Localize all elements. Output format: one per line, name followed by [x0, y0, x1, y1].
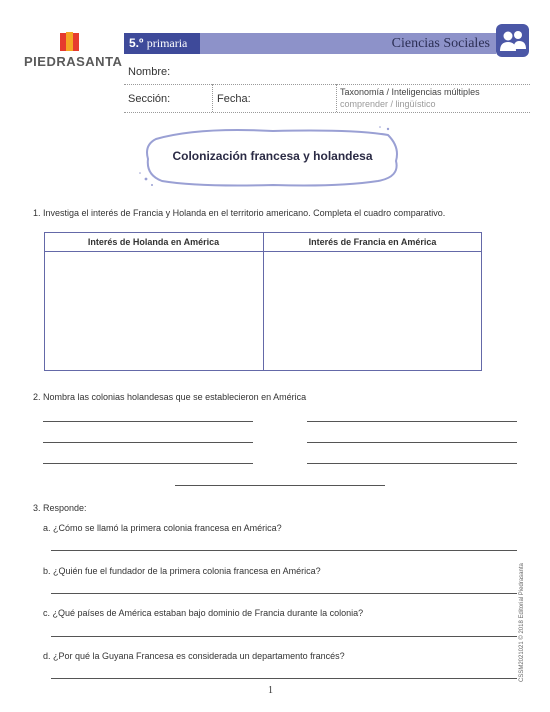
page-number: 1 [268, 685, 273, 696]
divider [212, 84, 213, 112]
table-cell-holland[interactable] [46, 253, 261, 369]
answer-line[interactable] [307, 463, 517, 464]
answer-line-3c[interactable] [51, 636, 517, 637]
section-label: Sección: [128, 93, 171, 105]
name-label: Nombre: [128, 66, 171, 78]
table-column-divider [263, 232, 264, 371]
answer-line-3d[interactable] [51, 678, 517, 679]
table-header-holland: Interés de Holanda en América [87, 237, 220, 247]
brand-name: PIEDRASANTA [24, 54, 123, 69]
date-label: Fecha: [217, 93, 251, 105]
question-1: 1. Investiga el interés de Francia y Holanda en el territorio americano. Completa el cuadro comparativo. [33, 208, 446, 218]
answer-line[interactable] [43, 442, 253, 443]
piedrasanta-logo-icon [59, 31, 81, 53]
grade-number: 5.º [129, 36, 144, 50]
answer-line[interactable] [307, 421, 517, 422]
subject-title: Ciencias Sociales [391, 36, 490, 51]
question-3c: c. ¿Qué países de América estaban bajo dominio de Francia durante la colonia? [43, 608, 364, 618]
divider [336, 84, 337, 112]
answer-line-3a[interactable] [51, 550, 517, 551]
people-icon [496, 24, 529, 57]
form-bottom-line [124, 112, 530, 113]
grade-badge [124, 33, 200, 54]
taxonomy-values: comprender / lingüístico [340, 99, 436, 109]
question-3a: a. ¿Cómo se llamó la primera colonia francesa en América? [43, 523, 282, 533]
name-field[interactable] [124, 84, 530, 85]
answer-line[interactable] [307, 442, 517, 443]
question-2: 2. Nombra las colonias holandesas que se establecieron en América [33, 392, 307, 402]
question-3d: d. ¿Por qué la Guyana Francesa es considerada un departamento francés? [43, 651, 345, 661]
answer-line-3b[interactable] [51, 593, 517, 594]
copyright-side-text: CSSM2021021 © 2018 Editorial Piedrasanta [519, 563, 525, 682]
table-header-france: Interés de Francia en América [308, 237, 437, 247]
table-cell-france[interactable] [265, 253, 480, 369]
answer-line[interactable] [43, 421, 253, 422]
question-3: 3. Responde: [33, 503, 87, 513]
question-3b: b. ¿Quién fue el fundador de la primera colonia francesa en América? [43, 566, 321, 576]
page-title: Colonización francesa y holandesa [172, 149, 373, 163]
grade-level: primaria [146, 36, 188, 50]
answer-line[interactable] [175, 485, 385, 486]
answer-line[interactable] [43, 463, 253, 464]
taxonomy-label: Taxonomía / Inteligencias múltiples [340, 87, 480, 97]
